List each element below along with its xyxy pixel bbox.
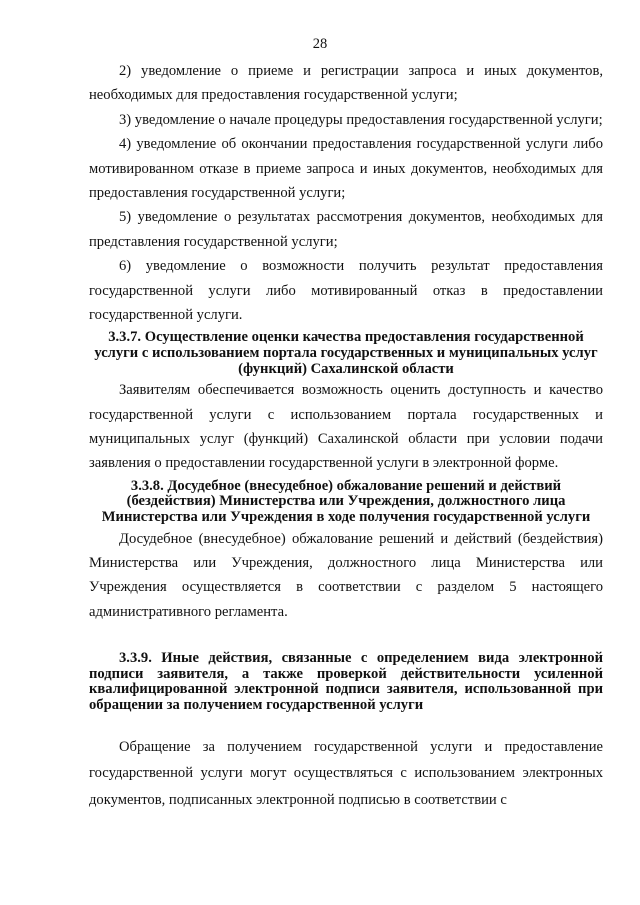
section-heading-3-3-8: 3.3.8. Досудебное (внесудебное) обжалование решений и действий (бездействия) Министерства или Учреждения, должностного лица Министерства или Учреждения в ходе получения государственной услуги (101, 477, 591, 526)
list-item: 2) уведомление о приеме и регистрации запроса и иных документов, необходимых для предоставления государственной услуги; (89, 63, 603, 104)
list-item: 4) уведомление об окончании предоставления государственной услуги либо мотивированном отказе в приеме запроса и иных документов, необходимых для предоставления государственной услуги; (89, 136, 603, 202)
section-body-3-3-9 (89, 734, 603, 814)
page-number: 28 (312, 36, 328, 52)
document-body (89, 59, 603, 813)
list-item: 6) уведомление о возможности получить результат предоставления государственной услуги либо мотивированный отказ в предоставлении государственной услуги. (89, 258, 603, 324)
list-item: 5) уведомление о результатах рассмотрения документов, необходимых для представления государственной услуги; (89, 209, 603, 250)
section-text-3-3-9: Обращение за получением государственной услуги и предоставление государственной услуги могут осуществляться с использованием электронных документов, подписанных электронной подписью в соответствии с (89, 738, 603, 808)
section-heading-3-3-9: 3.3.9. Иные действия, связанные с определением вида электронной подписи заявителя, а также проверкой действительности усиленной квалифицированной электронной подписи заявителя, использованной при обращении за получением государственной услуги (89, 650, 603, 714)
list-item: 3) уведомление о начале процедуры предоставления государственной услуги; (119, 111, 603, 128)
section-text-3-3-8: Досудебное (внесудебное) обжалование решений и действий (бездействия) Министерства или Учреждения, должностного лица Министерства или Учреждения осуществляется в соответствии с разделом 5 настоящего административного регламента. (89, 530, 603, 620)
section-text-3-3-7: Заявителям обеспечивается возможность оценить доступность и качество государственной услуги с использованием портала государственных и муниципальных услуг (функций) Сахалинской области при условии подачи заявления о предоставлении государственной услуги в электронной форме. (89, 382, 603, 472)
section-heading-3-3-7: 3.3.7. Осуществление оценки качества предоставления государственной услуги с использованием портала государственных и муниципальных услуг (функций) Сахалинской области (94, 329, 598, 377)
